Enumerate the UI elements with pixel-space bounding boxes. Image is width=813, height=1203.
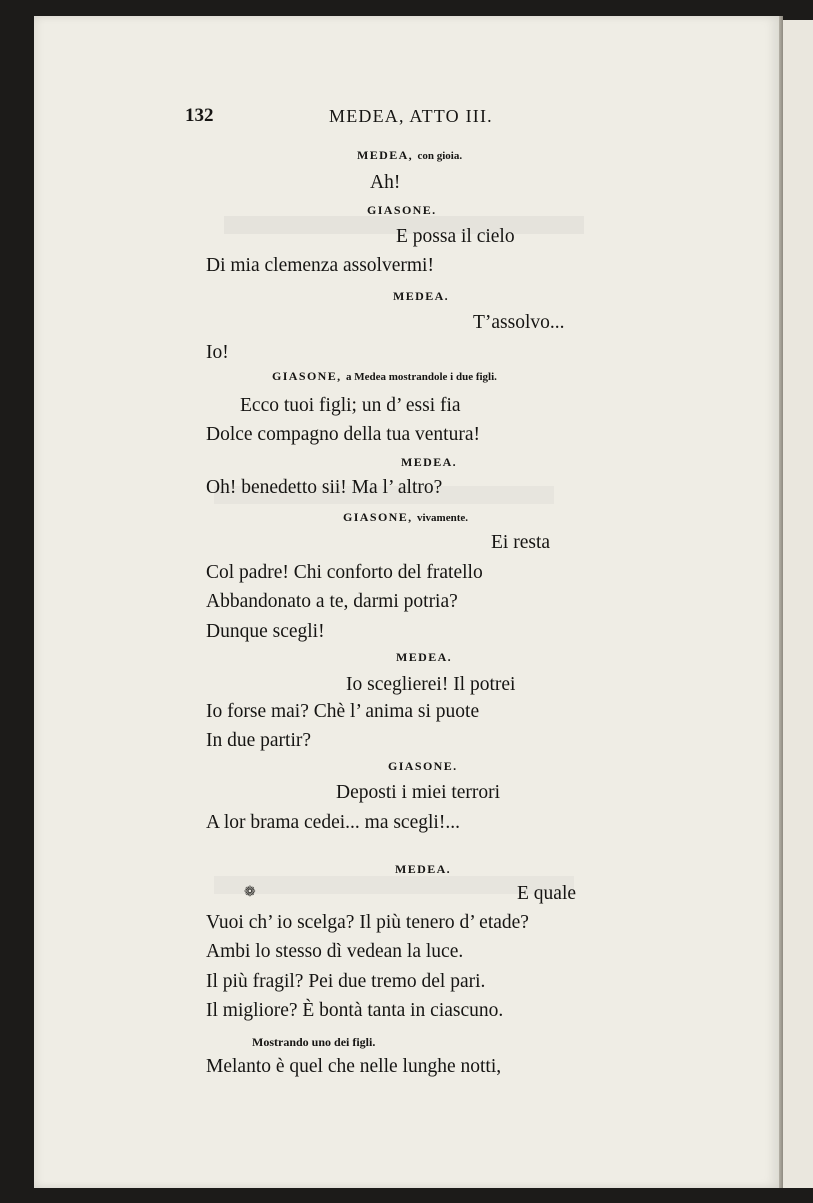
verse-line: Ei resta (491, 532, 551, 553)
speaker-cue: GIASONE. (388, 759, 458, 773)
speaker-cue: MEDEA. (396, 650, 453, 664)
verse-line: Melanto è quel che nelle lunghe notti, (206, 1056, 502, 1077)
speaker-cue: GIASONE, a Medea mostrandole i due figli. (272, 369, 497, 383)
running-title: MEDEA, ATTO III. (329, 106, 493, 126)
verse-line: Ah! (370, 172, 401, 193)
verse-line: Ecco tuoi figli; un d’ essi fia (240, 395, 461, 416)
verse-line: Abbandonato a te, darmi potria? (206, 591, 458, 612)
verse-line: Ambi lo stesso dì vedean la luce. (206, 941, 464, 962)
verse-line: Vuoi ch’ io scelga? Il più tenero d’ etade? (206, 912, 529, 933)
verse-line: Io sceglierei! Il potrei (346, 674, 516, 695)
speaker-cue: MEDEA. (395, 862, 452, 876)
speaker-cue: MEDEA, con gioia. (357, 148, 463, 162)
verse-line: Deposti i miei terrori (336, 782, 501, 803)
verse-line: Dolce compagno della tua ventura! (206, 424, 480, 445)
verse-line: Col padre! Chi conforto del fratello (206, 562, 483, 583)
stage-direction: Mostrando uno dei figli. (252, 1035, 376, 1049)
verse-line: In due partir? (206, 730, 312, 751)
speaker-cue: GIASONE, vivamente. (343, 510, 468, 524)
verse-line: Oh! benedetto sii! Ma l’ altro? (206, 477, 443, 498)
next-page-edge (783, 20, 813, 1188)
ink-blot-icon: ❁ (244, 885, 256, 900)
verse-line: Di mia clemenza assolvermi! (206, 255, 434, 276)
verse-line: Dunque scegli! (206, 621, 325, 642)
verse-line: E possa il cielo (396, 226, 515, 247)
verse-line: Io forse mai? Chè l’ anima si puote (206, 701, 480, 722)
verse-line: Il più fragil? Pei due tremo del pari. (206, 971, 486, 992)
verse-line: A lor brama cedei... ma scegli!... (206, 812, 460, 833)
book-page (34, 16, 779, 1188)
speaker-cue: MEDEA. (393, 289, 450, 303)
verse-line: E quale (517, 883, 577, 904)
verse-line: T’assolvo... (473, 312, 565, 333)
verse-line: Il migliore? È bontà tanta in ciascuno. (206, 1000, 504, 1021)
speaker-cue: GIASONE. (367, 203, 437, 217)
verse-line: Io! (206, 342, 229, 363)
page-number: 132 (185, 105, 214, 126)
speaker-cue: MEDEA. (401, 455, 458, 469)
